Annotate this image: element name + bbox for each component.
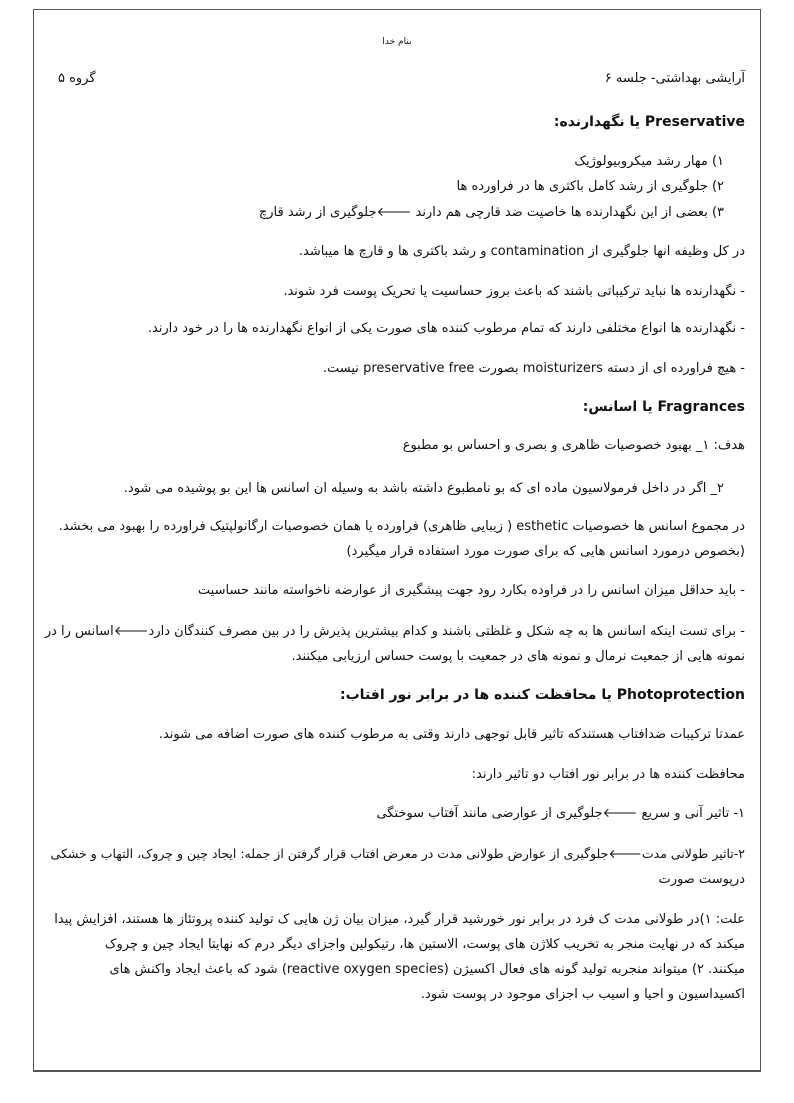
preservative-paragraph-2: - نگهدارنده ها نباید ترکیباتی باشند که باعث بروز حساسیت یا تحریک پوست فرد شوند. — [283, 284, 745, 299]
preservative-paragraph-1: در کل وظیفه انها جلوگیری از contamination و رشد باکتری ها و قارچ ها میباشد. — [298, 244, 745, 259]
reason-line-1: علت: ۱)در طولانی مدت ک فرد در برابر نور خورشید قرار گیرد، میزان بیان ژن هایی ک تولید کننده پروتئاز ها هستند، افزایش پیدا — [54, 912, 745, 927]
fragrances-paragraph-3-line-1: - برای تست اینکه اسانس ها به چه شکل و غلظتی باشند و کدام بیشترین پذیرش را در بین مصرف کنندگان دارد🡐اسانس را در — [44, 624, 745, 639]
preservative-item-2: ۲) جلوگیری از رشد کامل باکتری ها در فراورده ها — [456, 179, 724, 194]
photoprotection-paragraph-1: عمدتا ترکیبات ضدافتاب هستندکه تاثیر قابل توجهی دارند وقتی به مرطوب کننده های صورت اضافه می شوند. — [158, 727, 745, 742]
reason-line-4: اکسیداسیون و احیا و اسیب ب اجزای موجود در پوست شود. — [420, 987, 745, 1002]
photoprotection-effect-2-line-1: ۲-تاثیر طولانی مدت🡐جلوگیری از عوارض طولانی مدت در معرض افتاب قرار گرفتن از جمله: ایجاد چین و چروک، التهاب و خشکی — [50, 846, 745, 861]
footer-divider — [33, 1070, 761, 1071]
group-label: گروه ۵ — [58, 71, 96, 86]
photoprotection-effect-2-line-2: درپوست صورت — [658, 872, 745, 887]
preservative-item-1: ۱) مهار رشد میکروبیولوژیک — [574, 154, 724, 169]
preservative-paragraph-4: - هیچ فراورده ای از دسته moisturizers بصورت preservative free نیست. — [322, 361, 745, 376]
fragrances-heading: Fragrances یا اسانس: — [582, 399, 745, 415]
bismillah-title: بنام خدا — [382, 37, 412, 47]
photoprotection-paragraph-2: محافظت کننده ها در برابر نور افتاب دو تاثیر دارند: — [471, 767, 745, 782]
fragrances-goal-1: هدف: ۱_ بهبود خصوصیات ظاهری و بصری و احساس بو مطبوع — [402, 438, 745, 453]
fragrances-paragraph-3-line-2: نمونه هایی از جمعیت نرمال و نمونه های در جمعیت با پوست حساس ارزیابی میکنند. — [291, 649, 745, 664]
photoprotection-heading: Photoprotection یا محافظت کننده ها در برابر نور افتاب: — [340, 687, 745, 703]
course-title: آرایشی بهداشتی- جلسه ۶ — [604, 71, 745, 86]
fragrances-paragraph-1-line-2: (بخصوص درمورد اسانس هایی که برای صورت مورد استفاده قرار میگیرد) — [346, 544, 745, 559]
preservative-heading: Preservative یا نگهدارنده: — [553, 114, 745, 130]
fragrances-paragraph-1-line-1: در مجموع اسانس ها خصوصیات esthetic ( زیبایی ظاهری) فراورده یا همان خصوصیات ارگانولپتیک فراورده را بهبود می بخشد. — [58, 519, 745, 534]
photoprotection-effect-1: ۱- تاثیر آنی و سریع 🡐جلوگیری از عوارضی مانند آفتاب سوختگی — [376, 806, 745, 821]
fragrances-paragraph-2: - باید حداقل میزان اسانس را در فراوده بکارد رود جهت پیشگیری از عوارضه ناخواسته مانند حساسیت — [197, 583, 745, 598]
reason-line-2: میکند که در نهایت منجر به تخریب کلاژن های پوست، الاستین ها، رتیکولین واجزای دیگر درم که نهایتا ایجاد چین و چروک — [104, 937, 745, 952]
preservative-paragraph-3: - نگهدارنده ها انواع مختلفی دارند که تمام مرطوب کننده های صورت یکی از انواع نگهدارنده ها را در خود دارند. — [147, 321, 745, 336]
fragrances-goal-2: ۲_ اگر در داخل فرمولاسیون ماده ای که بو نامطبوع داشته باشد به وسیله ان اسانس ها این بو پوشیده می شود. — [123, 481, 724, 496]
reason-line-3: میکنند. ۲) میتواند منجربه تولید گونه های فعال اکسیژن (reactive oxygen species) شود که باعث ایجاد واکنش های — [109, 962, 745, 977]
preservative-item-3: ۳) بعضی از این نگهدارنده ها خاصیت ضد قارچی هم دارند 🡐جلوگیری از رشد قارچ — [258, 205, 724, 220]
